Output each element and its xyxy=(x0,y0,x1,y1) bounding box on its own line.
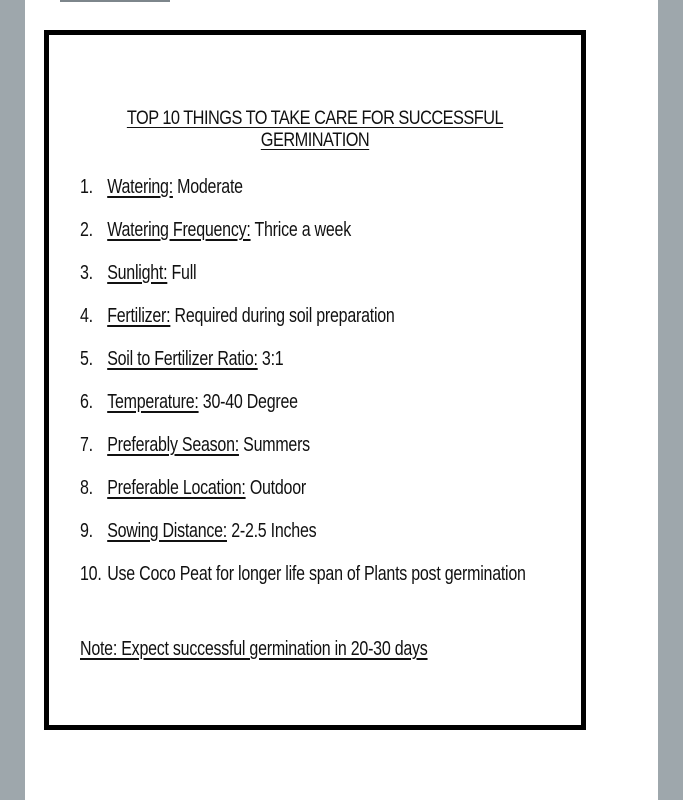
list-item xyxy=(80,434,526,477)
item-number: 4. xyxy=(80,305,93,327)
item-number: 8. xyxy=(80,477,93,499)
item-number: 7. xyxy=(80,434,93,456)
list-item xyxy=(80,520,526,563)
item-number: 1. xyxy=(80,176,93,198)
care-list xyxy=(80,176,637,606)
item-label: Watering: xyxy=(107,176,173,198)
item-value: Outdoor xyxy=(245,477,306,499)
list-item xyxy=(80,219,526,262)
item-value: Full xyxy=(167,262,197,284)
list-item xyxy=(80,391,526,434)
item-number: 3. xyxy=(80,262,93,284)
top-edge-strip xyxy=(60,0,170,2)
list-item xyxy=(80,477,526,520)
item-number: 5. xyxy=(80,348,93,370)
item-number: 9. xyxy=(80,520,93,542)
list-item xyxy=(80,176,526,219)
item-label: Sowing Distance: xyxy=(107,520,227,542)
item-number: 2. xyxy=(80,219,93,241)
document-title: TOP 10 THINGS TO TAKE CARE FOR SUCCESSFUL GERMINATION xyxy=(126,108,504,151)
item-label: Preferable Location: xyxy=(107,477,246,499)
item-number: 6. xyxy=(80,391,93,413)
item-value: 2-2.5 Inches xyxy=(226,520,317,542)
list-item xyxy=(80,262,526,305)
content-frame xyxy=(44,30,586,730)
list-item xyxy=(80,563,526,606)
item-label: Watering Frequency: xyxy=(107,219,251,241)
item-label: Sunlight: xyxy=(107,262,168,284)
item-label: Temperature: xyxy=(107,391,199,413)
germination-note: Note: Expect successful germination in 20-30 days xyxy=(80,638,428,660)
item-value: Summers xyxy=(238,434,310,456)
item-label: Fertilizer: xyxy=(107,305,171,327)
item-value: Use Coco Peat for longer life span of Plants post germination xyxy=(107,563,526,585)
item-value: Thrice a week xyxy=(250,219,351,241)
list-item xyxy=(80,348,526,391)
item-label: Preferably Season: xyxy=(107,434,239,456)
item-number: 10. xyxy=(80,563,102,585)
item-value: Required during soil preparation xyxy=(170,305,395,327)
item-value: 3:1 xyxy=(257,348,284,370)
item-label: Soil to Fertilizer Ratio: xyxy=(107,348,258,370)
document-page xyxy=(25,0,658,800)
item-value: Moderate xyxy=(172,176,243,198)
list-item xyxy=(80,305,526,348)
item-value: 30-40 Degree xyxy=(198,391,298,413)
